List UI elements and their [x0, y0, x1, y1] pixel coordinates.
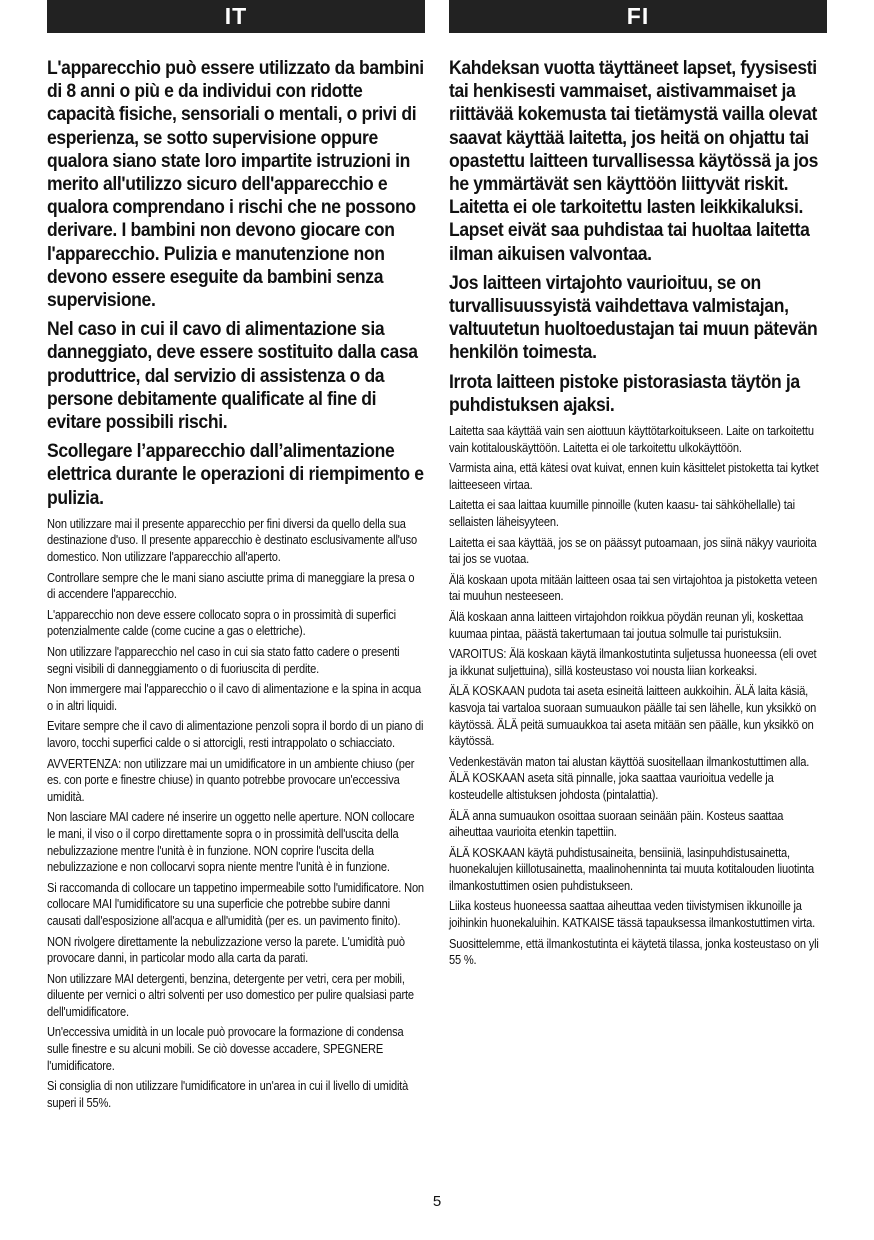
warning-paragraph: Scollegare l’apparecchio dall’alimentazione elettrica durante le operazioni di riempimento e pulizia.: [47, 440, 424, 509]
instruction-paragraph: Non utilizzare l'apparecchio nel caso in cui sia stato fatto cadere o presenti segni visibili di danneggiamento o di fuoriuscita di perdite.: [47, 645, 400, 676]
instruction-paragraph: AVVERTENZA: non utilizzare mai un umidificatore in un ambiente chiuso (per es. con porte e finestre chiuse) in quanto potrebbe provocare un'eccessiva umidità.: [47, 756, 415, 804]
column-it: [47, 0, 425, 1115]
instruction-paragraph: ÄLÄ KOSKAAN pudota tai aseta esineitä laitteen aukkoihin. ÄLÄ laita käsiä, kasvoja tai vartaloa suoraan sumuaukon päälle tai sen lähelle, kun yksikkö on käytössä. ÄLÄ peitä sumuaukkoa tai aseta mitään sen päälle, kun yksikkö on käytössä.: [449, 684, 817, 749]
instruction-paragraph: Liika kosteus huoneessa saattaa aiheuttaa veden tiivistymisen ikkunoille ja joihinkin huonekaluihin. KATKAISE tässä tapauksessa ilmankostuttimen virta.: [449, 899, 816, 931]
page-number: 5: [432, 1193, 442, 1210]
instruction-paragraph: Si consiglia di non utilizzare l'umidificatore in un'area in cui il livello di umidità superi il 55%.: [47, 1079, 409, 1110]
instruction-paragraph: Non lasciare MAI cadere né inserire un oggetto nelle aperture. NON collocare le mani, il viso o il corpo direttamente sopra o in prossimità dell'uscita della nebulizzazione mentre l'unità è in funzione. NON coprire l'uscita della nebulizzazione e non collocarvi sopra niente mentre l'unità è in funzione.: [47, 810, 415, 875]
language-header-fi: FI: [449, 0, 827, 33]
instruction-paragraph: Non utilizzare mai il presente apparecchio per fini diversi da quello della sua destinazione d'uso. Il presente apparecchio è destinato esclusivamente all'uso domestico. Non utilizzare l'apparecchio all'aperto.: [47, 516, 418, 565]
instruction-paragraph: Suosittelemme, että ilmankostutinta ei käytetä tilassa, jonka kosteustaso on yli 55 %.: [449, 936, 819, 968]
instruction-paragraph: L'apparecchio non deve essere collocato sopra o in prossimità di superfici potenzialmente calde (come cucine a gas o elettriche).: [47, 607, 396, 639]
language-header-it: IT: [47, 0, 425, 33]
instruction-paragraph: ÄLÄ KOSKAAN käytä puhdistusaineita, bensiiniä, lasinpuhdistusainetta, huonekalujen kiillotusainetta, maalinohenninta tai muuta kotitalouden liuotinta ilmankostuttimen osien puhdistukseen.: [449, 845, 815, 893]
warning-paragraph: L'apparecchio può essere utilizzato da bambini di 8 anni o più e da individui con ridotte capacità fisiche, sensoriali o mentali, o privi di esperienza, se sotto supervisione oppure qualora siano state loro impartite istruzioni in merito all'utilizzo sicuro dell'apparecchio e qualora comprendano i rischi che ne possono derivare. I bambini non devono giocare con l'apparecchio. Pulizia e manutenzione non devono essere eseguite da bambini senza supervisione.: [47, 57, 424, 312]
instruction-paragraph: Laitetta ei saa laittaa kuumille pinnoille (kuten kaasu- tai sähköhellalle) tai sellaisten läheisyyteen.: [449, 498, 795, 530]
instruction-paragraph: Älä koskaan upota mitään laitteen osaa tai sen virtajohtoa ja pistoketta veteen tai muuhun nesteeseen.: [449, 572, 818, 604]
instruction-paragraph: Laitetta saa käyttää vain sen aiottuun käyttötarkoitukseen. Laite on tarkoitettu vain kotitalouskäyttöön. Laitetta ei ole tarkoitettu ulkokäyttöön.: [449, 424, 814, 455]
warning-paragraph: Nel caso in cui il cavo di alimentazione sia danneggiato, deve essere sostituito dalla casa produttrice, dal servizio di assistenza o da persone debitamente qualificate al fine di evitare possibili rischi.: [47, 318, 418, 434]
instruction-paragraph: Non utilizzare MAI detergenti, benzina, detergente per vetri, cera per mobili, diluente per vernici o altri solventi per uso domestico per pulire qualsiasi parte dell'umidificatore.: [47, 971, 414, 1019]
instruction-paragraph: Si raccomanda di collocare un tappetino impermeabile sotto l'umidificatore. Non collocare MAI l'umidificatore su una superficie che potrebbe subire danni causati dall'esposizione all'acqua e all'umidità (per es. un pavimento finito).: [47, 880, 424, 928]
instruction-paragraph: ÄLÄ anna sumuaukon osoittaa suoraan seinään päin. Kosteus saattaa aiheuttaa vaurioita etenkin tapettiin.: [449, 808, 784, 840]
instruction-paragraph: Non immergere mai l'apparecchio o il cavo di alimentazione e la spina in acqua o in altri liquidi.: [47, 682, 422, 713]
instruction-paragraph: Varmista aina, että kätesi ovat kuivat, ennen kuin käsittelet pistoketta tai kytket laitteeseen virtaa.: [449, 461, 819, 492]
instruction-paragraph: Evitare sempre che il cavo di alimentazione penzoli sopra il bordo di un piano di lavoro, tocchi superfici calde o si attorcigli, resti intrappolato o schiacciato.: [47, 719, 424, 750]
warning-paragraph: Jos laitteen virtajohto vaurioituu, se on turvallisuussyistä vaihdettava valmistajan, valtuutetun huoltoedustajan tai muun pätevän henkilön toimesta.: [449, 271, 818, 364]
instruction-paragraph: VAROITUS: Älä koskaan käytä ilmankostutinta suljetussa huoneessa (eli ovet ja ikkunat suljettuina), sillä kosteustaso voi nousta liian korkeaksi.: [449, 647, 817, 678]
instruction-paragraph: Laitetta ei saa käyttää, jos se on päässyt putoamaan, jos siinä näkyy vaurioita tai jos se vuotaa.: [449, 535, 817, 567]
column-fi: [449, 0, 827, 973]
instruction-paragraph: Vedenkestävän maton tai alustan käyttöä suositellaan ilmankostuttimen alla. ÄLÄ KOSKAAN aseta sitä pinnalle, joka saattaa vaurioitua vedelle ja kosteudelle altistuksen johdosta (pintalattia).: [449, 754, 810, 802]
instruction-paragraph: Un'eccessiva umidità in un locale può provocare la formazione di condensa sulle finestre e su alcuni mobili. Se ciò dovesse accadere, SPEGNERE l'umidificatore.: [47, 1025, 404, 1073]
instruction-paragraph: Controllare sempre che le mani siano asciutte prima di maneggiare la presa o di accendere l'apparecchio.: [47, 570, 415, 602]
instruction-paragraph: Älä koskaan anna laitteen virtajohdon roikkua pöydän reunan yli, koskettaa kuumaa pintaa, päästä takertumaan tai joutua solmulle tai puristuksiin.: [449, 609, 804, 641]
warning-paragraph: Irrota laitteen pistoke pistorasiasta täytön ja puhdistuksen ajaksi.: [449, 370, 800, 416]
instruction-paragraph: NON rivolgere direttamente la nebulizzazione verso la parete. L'umidità può provocare danni, in particolar modo alla carta da parati.: [47, 934, 405, 966]
warning-paragraph: Kahdeksan vuotta täyttäneet lapset, fyysisesti tai henkisesti vammaiset, aistivammaiset ja riittävää kokemusta tai tietämystä vailla olevat saavat käyttää laitetta, jos heitä on ohjattu tai opastettu laitteen turvallisessa käytössä ja jos he ymmärtävät sen käyttöön liittyvät riskit. Laitetta ei ole tarkoitettu lasten leikkikaluksi. Lapset eivät saa puhdistaa tai huoltaa laitetta ilman aikuisen valvontaa.: [449, 57, 818, 265]
